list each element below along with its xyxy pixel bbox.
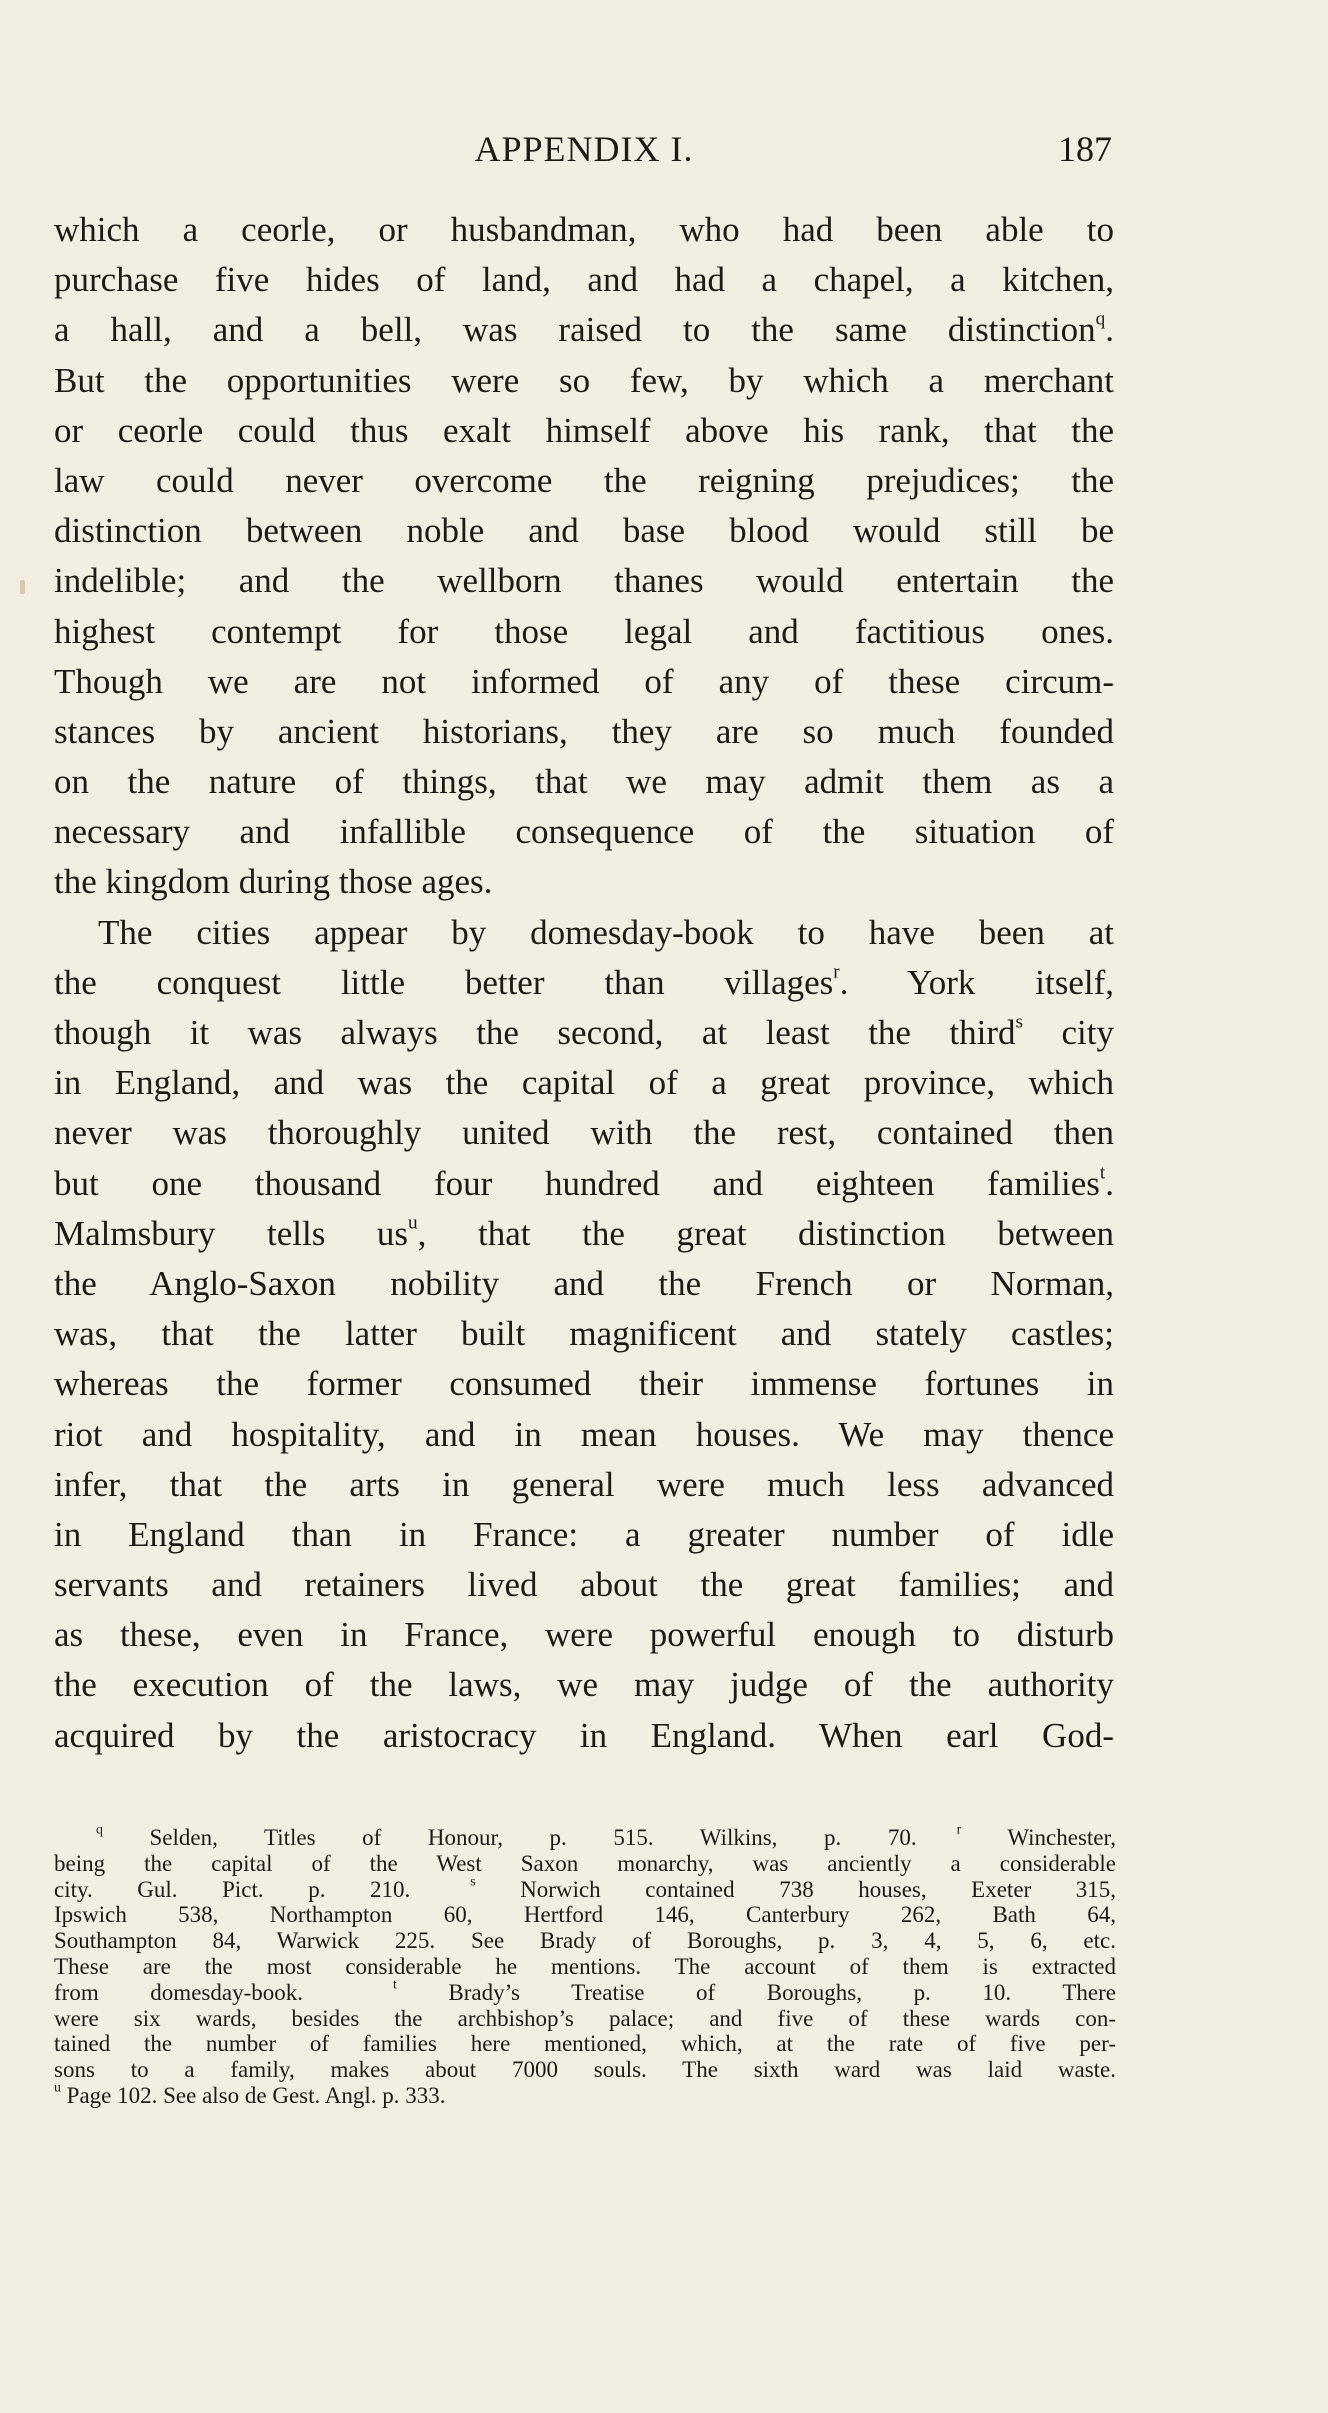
- text-line: highest contempt for those legal and factitious ones.: [54, 611, 1114, 651]
- text-line: acquired by the aristocracy in England. When earl God-: [54, 1715, 1114, 1755]
- text-line: riot and hospitality, and in mean houses. We may thence: [54, 1414, 1114, 1454]
- text-line: purchase five hides of land, and had a chapel, a kitchen,: [54, 260, 1114, 300]
- text-line: in England, and was the capital of a great province, which: [54, 1063, 1114, 1103]
- text-line: necessary and infallible consequence of the situation of: [54, 812, 1114, 852]
- footnote-line: Southampton 84, Warwick 225. See Brady of Boroughs, p. 3, 4, 5, 6, etc.: [54, 1928, 1116, 1954]
- text-line: law could never overcome the reigning prejudices; the: [54, 460, 1114, 500]
- footnote-line: These are the most considerable he mentions. The account of them is extracted: [54, 1953, 1116, 1979]
- text-line: the conquest little better than villages$^r$. York itself,: [54, 961, 1114, 1002]
- footnote-line: from domesday-book. $^t$ Brady’s Treatise of Boroughs, p. 10. There: [54, 1976, 1116, 2005]
- footnote-mark: r: [956, 1821, 962, 1837]
- footnote-line: $^q$ Selden, Titles of Honour, p. 515. Wilkins, p. 70. $^r$ Winchester,: [96, 1821, 1116, 1850]
- footnote-line: sons to a family, makes about 7000 souls. The sixth ward was laid waste.: [54, 2057, 1116, 2083]
- text-line: but one thousand four hundred and eighteen families$^t$.: [54, 1162, 1114, 1203]
- footnote-ref: t: [1099, 1162, 1106, 1184]
- text-line: the Anglo-Saxon nobility and the French or Norman,: [54, 1263, 1114, 1303]
- text-line: servants and retainers lived about the great families; and: [54, 1565, 1114, 1605]
- text-line: But the opportunities were so few, by which a merchant: [54, 360, 1114, 400]
- text-line: or ceorle could thus exalt himself above his rank, that the: [54, 410, 1114, 450]
- text-line: indelible; and the wellborn thanes would entertain the: [54, 561, 1114, 601]
- footnote-mark: t: [392, 1976, 397, 1992]
- text-line: was, that the latter built magnificent and stately castles;: [54, 1314, 1114, 1354]
- text-line: Malmsbury tells $us^u$, that the great distinction between: [54, 1212, 1115, 1253]
- text-line: a hall, and a bell, was raised to the same distinction$^q$.: [54, 309, 1114, 350]
- footnote-ref: u: [408, 1212, 418, 1234]
- text-line: stances by ancient historians, they are so much founded: [54, 711, 1114, 751]
- footnote-line: being the capital of the West Saxon monarchy, was anciently a considerable: [54, 1850, 1116, 1876]
- running-head: APPENDIX I.: [474, 129, 694, 169]
- footnote-ref: q: [1095, 309, 1106, 331]
- text-line: in England than in France: a greater number of idle: [54, 1514, 1114, 1554]
- footnotes: [54, 1821, 1116, 2109]
- footnote-line: were six wards, besides the archbishop’s palace; and five of these wards con-: [54, 2005, 1116, 2031]
- text-line: Though we are not informed of any of these circum-: [54, 661, 1114, 701]
- text-line: whereas the former consumed their immense fortunes in: [54, 1364, 1114, 1404]
- page-number: 187: [1058, 129, 1112, 169]
- text-line: the execution of the laws, we may judge of the authority: [54, 1665, 1114, 1705]
- footnote-mark: s: [470, 1872, 476, 1888]
- footnote-ref: s: [1015, 1011, 1024, 1033]
- text-line: though it was always the second, at least the third$^s$ city: [54, 1011, 1114, 1052]
- footnote-line: Ipswich 538, Northampton 60, Hertford 146, Canterbury 262, Bath 64,: [54, 1902, 1116, 1928]
- text-line: infer, that the arts in general were much less advanced: [54, 1464, 1114, 1504]
- footnote-ref: r: [833, 961, 840, 983]
- text-line: never was thoroughly united with the rest, contained then: [54, 1113, 1114, 1153]
- text-line: as these, even in France, were powerful enough to disturb: [54, 1615, 1114, 1655]
- footnote-line: tained the number of families here mentioned, which, at the rate of five per-: [54, 2031, 1116, 2057]
- footnote-line: $^u$ Page 102. See also de Gest. Angl. p. 333.: [54, 2079, 446, 2108]
- footnote-line: city. Gul. Pict. p. 210. $^s$ Norwich contained 738 houses, Exeter 315,: [54, 1872, 1116, 1902]
- text-line: the kingdom during those ages.: [54, 862, 493, 902]
- text-line: The cities appear by domesday-book to have been at: [98, 912, 1114, 952]
- body-text: [54, 205, 1114, 1761]
- footnote-mark: q: [96, 1821, 103, 1837]
- margin-mark: [20, 580, 25, 594]
- text-line: on the nature of things, that we may admit them as a: [54, 762, 1114, 802]
- text-line: which a ceorle, or husbandman, who had been able to: [54, 210, 1114, 249]
- page-header: [56, 128, 1112, 178]
- text-line: distinction between noble and base blood would still be: [54, 511, 1114, 551]
- footnote-mark: u: [54, 2079, 61, 2095]
